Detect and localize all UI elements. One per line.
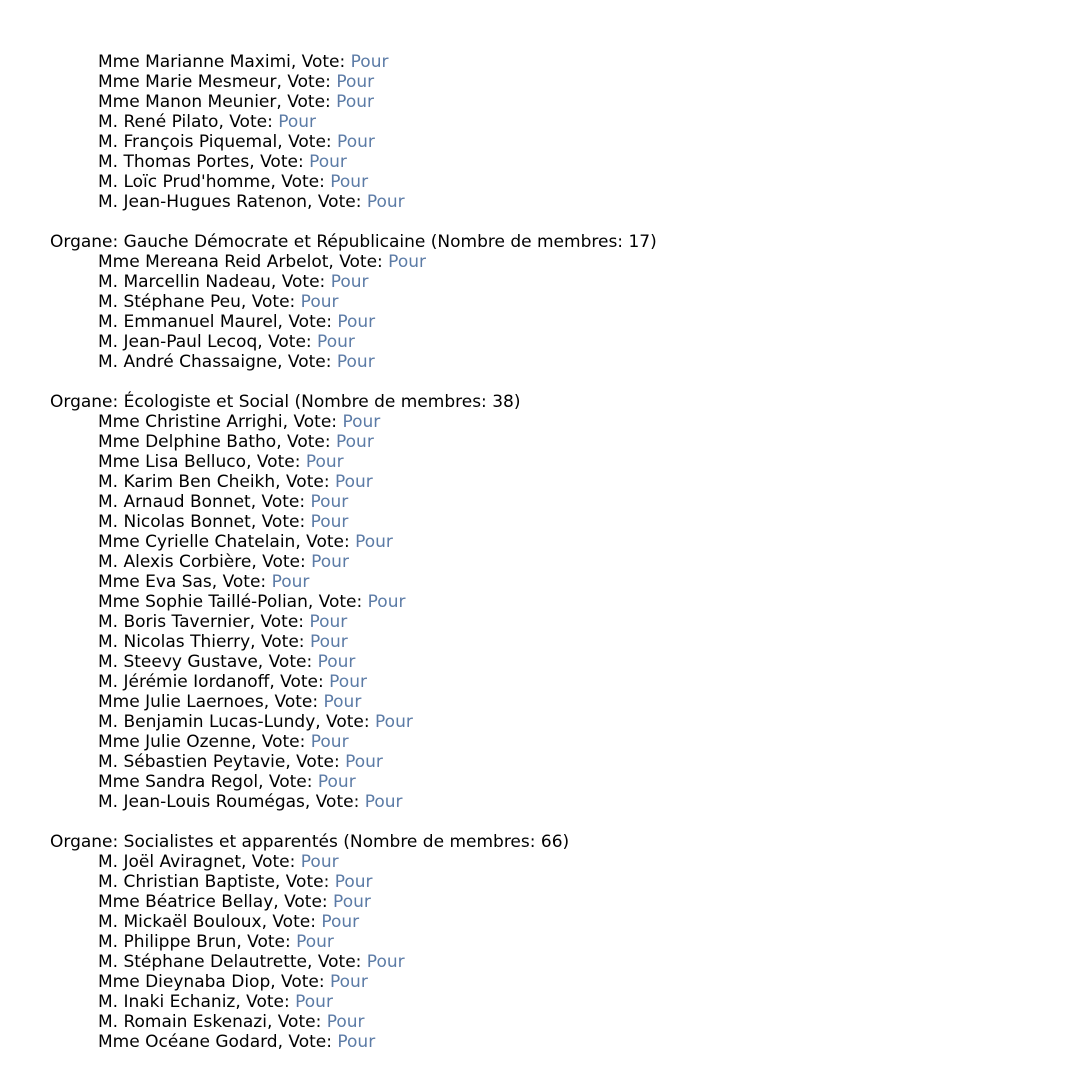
member-name: Mme Julie Laernoes	[98, 692, 264, 712]
vote-value: Pour	[345, 752, 383, 772]
organe-section	[50, 52, 1080, 212]
vote-value: Pour	[309, 632, 348, 652]
member-row	[50, 712, 1080, 732]
vote-value: Pour	[367, 592, 406, 612]
vote-prefix: , Vote:	[261, 912, 322, 932]
member-name: M. Jean-Louis Roumégas	[98, 792, 305, 812]
vote-prefix: , Vote:	[277, 132, 338, 152]
member-name: Mme Christine Arrighi	[98, 412, 283, 432]
member-row	[50, 492, 1080, 512]
vote-value: Pour	[309, 612, 348, 632]
member-row	[50, 432, 1080, 452]
vote-value: Pour	[317, 772, 356, 792]
vote-value: Pour	[366, 952, 405, 972]
organe-prefix: Organe:	[50, 232, 124, 252]
vote-prefix: , Vote:	[307, 952, 367, 972]
vote-prefix: , Vote:	[274, 872, 335, 892]
vote-value: Pour	[334, 472, 373, 492]
member-name: M. Jérémie Iordanoff	[98, 672, 270, 692]
spacer	[50, 212, 1080, 232]
organe-prefix: Organe:	[50, 832, 124, 852]
vote-value: Pour	[271, 572, 310, 592]
vote-prefix: , Vote:	[258, 772, 318, 792]
member-name: M. Inaki Echaniz	[98, 992, 236, 1012]
member-name: M. Sébastien Peytavie	[98, 752, 286, 772]
vote-prefix: , Vote:	[277, 352, 337, 372]
vote-prefix: , Vote:	[250, 492, 311, 512]
member-name: M. Marcellin Nadeau	[98, 272, 271, 292]
members-suffix: )	[513, 392, 521, 412]
member-row	[50, 252, 1080, 272]
organe-section	[50, 812, 1080, 1052]
member-name: Mme Sandra Regol	[98, 772, 259, 792]
member-name: Mme Delphine Batho	[98, 432, 277, 452]
vote-prefix: , Vote:	[276, 92, 337, 112]
vote-value: Pour	[336, 72, 375, 92]
vote-value: Pour	[355, 532, 393, 552]
member-row	[50, 792, 1080, 812]
member-row	[50, 452, 1080, 472]
member-name: Mme Marianne Maximi	[98, 52, 291, 72]
vote-value: Pour	[334, 872, 373, 892]
member-row	[50, 672, 1080, 692]
vote-prefix: , Vote:	[240, 292, 301, 312]
vote-value: Pour	[278, 112, 317, 132]
vote-value: Pour	[310, 732, 349, 752]
vote-value: Pour	[295, 992, 333, 1012]
member-name: M. Nicolas Thierry	[98, 632, 251, 652]
vote-prefix: , Vote:	[235, 992, 296, 1012]
organe-section	[50, 212, 1080, 372]
vote-prefix: , Vote:	[257, 332, 318, 352]
members-count: 17	[628, 232, 651, 252]
vote-prefix: , Vote:	[295, 532, 356, 552]
organe-heading	[50, 392, 1080, 412]
member-row	[50, 52, 1080, 72]
vote-value: Pour	[317, 332, 355, 352]
vote-prefix: , Vote:	[277, 1032, 338, 1052]
members-suffix: )	[650, 232, 657, 252]
vote-value: Pour	[366, 192, 405, 212]
organe-prefix: Organe:	[50, 392, 124, 412]
member-name: M. André Chassaigne	[98, 352, 278, 372]
vote-value: Pour	[300, 292, 339, 312]
member-row	[50, 72, 1080, 92]
vote-value: Pour	[296, 932, 334, 952]
member-row	[50, 312, 1080, 332]
member-row	[50, 912, 1080, 932]
member-name: Mme Sophie Taillé-Polian	[98, 592, 308, 612]
member-row	[50, 732, 1080, 752]
member-row	[50, 692, 1080, 712]
vote-value: Pour	[337, 132, 375, 152]
member-row	[50, 972, 1080, 992]
vote-value: Pour	[330, 272, 369, 292]
member-name: Mme Béatrice Bellay	[98, 892, 274, 912]
member-row	[50, 632, 1080, 652]
member-row	[50, 92, 1080, 112]
member-name: M. François Piquemal	[98, 132, 278, 152]
members-prefix: (Nombre de membres:	[337, 832, 541, 852]
member-row	[50, 132, 1080, 152]
vote-prefix: , Vote:	[275, 472, 335, 492]
member-name: Mme Lisa Belluco	[98, 452, 247, 472]
member-name: M. Benjamin Lucas-Lundy	[98, 712, 316, 732]
member-row	[50, 1032, 1080, 1052]
organe-heading	[50, 232, 1080, 252]
vote-prefix: , Vote:	[211, 572, 272, 592]
member-row	[50, 852, 1080, 872]
spacer	[50, 812, 1080, 832]
vote-prefix: , Vote:	[273, 892, 334, 912]
vote-prefix: , Vote:	[218, 112, 279, 132]
member-name: M. Alexis Corbière	[98, 552, 252, 572]
vote-prefix: , Vote:	[270, 272, 331, 292]
member-name: M. Emmanuel Maurel	[98, 312, 278, 332]
member-row	[50, 892, 1080, 912]
vote-listing	[50, 52, 1080, 1052]
member-name: M. Karim Ben Cheikh	[98, 472, 276, 492]
vote-value: Pour	[323, 692, 362, 712]
member-name: M. Arnaud Bonnet	[98, 492, 251, 512]
vote-value: Pour	[350, 52, 389, 72]
members-count: 66	[540, 832, 563, 852]
member-row	[50, 272, 1080, 292]
member-row	[50, 612, 1080, 632]
organe-section	[50, 372, 1080, 812]
vote-prefix: , Vote:	[250, 632, 310, 652]
member-name: M. Christian Baptiste	[98, 872, 275, 892]
member-row	[50, 932, 1080, 952]
member-name: M. Jean-Paul Lecoq	[98, 332, 258, 352]
member-row	[50, 952, 1080, 972]
vote-prefix: , Vote:	[257, 652, 318, 672]
member-row	[50, 112, 1080, 132]
member-row	[50, 652, 1080, 672]
vote-prefix: , Vote:	[249, 612, 310, 632]
member-name: Mme Mereana Reid Arbelot	[98, 252, 329, 272]
organe-heading	[50, 832, 1080, 852]
member-name: Mme Julie Ozenne	[98, 732, 251, 752]
member-name: M. Mickaël Bouloux	[98, 912, 262, 932]
vote-value: Pour	[337, 1032, 376, 1052]
members-prefix: (Nombre de membres:	[425, 232, 629, 252]
member-name: Mme Marie Mesmeur	[98, 72, 277, 92]
vote-prefix: , Vote:	[249, 152, 310, 172]
member-row	[50, 872, 1080, 892]
vote-value: Pour	[333, 892, 371, 912]
member-name: Mme Océane Godard	[98, 1032, 278, 1052]
members-prefix: (Nombre de membres:	[289, 392, 493, 412]
vote-value: Pour	[310, 492, 349, 512]
members-suffix: )	[562, 832, 570, 852]
member-row	[50, 592, 1080, 612]
member-row	[50, 172, 1080, 192]
vote-value: Pour	[321, 912, 360, 932]
vote-prefix: , Vote:	[276, 432, 336, 452]
vote-value: Pour	[326, 1012, 365, 1032]
vote-value: Pour	[375, 712, 413, 732]
member-row	[50, 752, 1080, 772]
vote-value: Pour	[342, 412, 381, 432]
vote-prefix: , Vote:	[270, 172, 331, 192]
vote-prefix: , Vote:	[250, 512, 311, 532]
member-row	[50, 292, 1080, 312]
member-name: Mme Manon Meunier	[98, 92, 277, 112]
member-row	[50, 332, 1080, 352]
member-name: M. Philippe Brun	[98, 932, 237, 952]
vote-value: Pour	[364, 792, 403, 812]
vote-prefix: , Vote:	[307, 592, 368, 612]
organe-name: Socialistes et apparentés	[123, 832, 338, 852]
member-name: M. Nicolas Bonnet	[98, 512, 251, 532]
member-name: M. Loïc Prud'homme	[98, 172, 271, 192]
member-row	[50, 572, 1080, 592]
member-row	[50, 772, 1080, 792]
spacer	[50, 372, 1080, 392]
member-name: M. Steevy Gustave	[98, 652, 258, 672]
vote-prefix: , Vote:	[251, 552, 312, 572]
vote-prefix: , Vote:	[328, 252, 389, 272]
member-row	[50, 412, 1080, 432]
vote-value: Pour	[309, 152, 347, 172]
member-row	[50, 192, 1080, 212]
vote-prefix: , Vote:	[276, 72, 337, 92]
vote-value: Pour	[305, 452, 344, 472]
member-row	[50, 552, 1080, 572]
vote-value: Pour	[300, 852, 339, 872]
vote-prefix: , Vote:	[315, 712, 376, 732]
member-name: M. René Pilato	[98, 112, 219, 132]
member-name: M. Boris Tavernier	[98, 612, 250, 632]
vote-value: Pour	[336, 432, 374, 452]
vote-value: Pour	[329, 672, 367, 692]
vote-prefix: , Vote:	[246, 452, 306, 472]
member-name: M. Jean-Hugues Ratenon	[98, 192, 308, 212]
vote-value: Pour	[310, 512, 349, 532]
vote-prefix: , Vote:	[236, 932, 297, 952]
vote-prefix: , Vote:	[241, 852, 301, 872]
member-row	[50, 512, 1080, 532]
vote-prefix: , Vote:	[270, 972, 331, 992]
member-name: M. Thomas Portes	[98, 152, 250, 172]
vote-prefix: , Vote:	[290, 52, 351, 72]
vote-prefix: , Vote:	[266, 1012, 327, 1032]
vote-prefix: , Vote:	[263, 692, 324, 712]
vote-value: Pour	[337, 312, 376, 332]
vote-value: Pour	[311, 552, 349, 572]
vote-prefix: , Vote:	[304, 792, 365, 812]
member-name: Mme Eva Sas	[98, 572, 212, 592]
vote-prefix: , Vote:	[277, 312, 338, 332]
member-name: M. Joël Aviragnet	[98, 852, 241, 872]
member-name: M. Romain Eskenazi	[98, 1012, 267, 1032]
member-row	[50, 532, 1080, 552]
member-row	[50, 992, 1080, 1012]
member-name: Mme Dieynaba Diop	[98, 972, 271, 992]
members-count: 38	[492, 392, 514, 412]
member-name: M. Stéphane Delautrette	[98, 952, 308, 972]
organe-name: Gauche Démocrate et Républicaine	[123, 232, 426, 252]
member-row	[50, 472, 1080, 492]
member-name: Mme Cyrielle Chatelain	[98, 532, 296, 552]
member-name: M. Stéphane Peu	[98, 292, 241, 312]
vote-value: Pour	[330, 172, 369, 192]
vote-value: Pour	[330, 972, 368, 992]
member-row	[50, 1012, 1080, 1032]
organe-name: Écologiste et Social	[123, 392, 290, 412]
vote-prefix: , Vote:	[307, 192, 367, 212]
vote-value: Pour	[336, 92, 374, 112]
vote-prefix: , Vote:	[282, 412, 343, 432]
vote-value: Pour	[388, 252, 426, 272]
member-row	[50, 152, 1080, 172]
vote-prefix: , Vote:	[250, 732, 311, 752]
vote-value: Pour	[336, 352, 375, 372]
member-row	[50, 352, 1080, 372]
vote-prefix: , Vote:	[285, 752, 346, 772]
vote-prefix: , Vote:	[269, 672, 330, 692]
vote-value: Pour	[317, 652, 356, 672]
